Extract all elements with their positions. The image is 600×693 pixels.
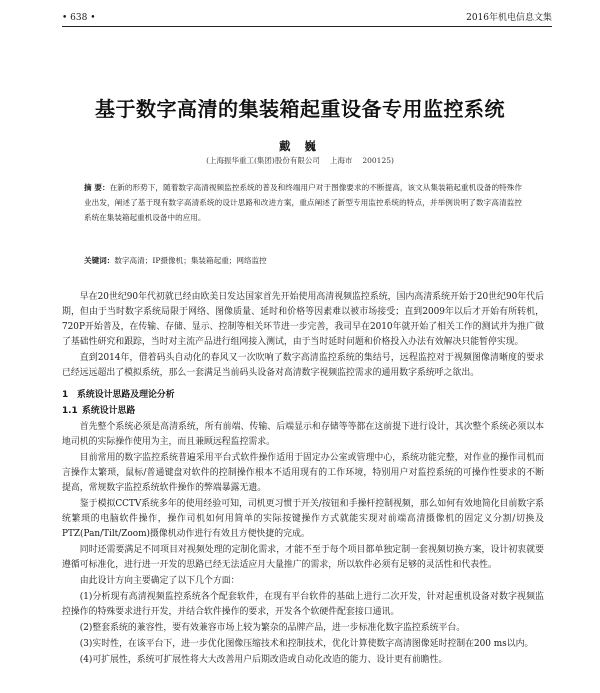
list-item: (1)分析现有高清视频监控系统各个配套软件，在现有平台软件的基础上进行二次开发，针对起重机设备对数字视频监控操作的特殊要求进行开发，并结合软件操作的要求，开发各个软硬件配套接口通讯。 [62, 592, 544, 617]
body-text [62, 290, 544, 668]
intro-paragraph: 早在20世纪90年代初就已经由欧美日发达国家首先开始使用高清视频监控系统，国内高清系统开始于20世纪90年代后期，但由于当时数字系统局限于网络、图像质量、延时和价格等因素难以被市场接受；直到2009年以后才开始有所转机，720P开始普及，在传输、存储、显示、控制等相关环节进一步完善，我司早在2010年就开始了相关工作的测试并为推广做了基础性研究和跟踪，当时对主流产品进行组网接入测试，由于当时延时问题和价格投入办法有效解决只能暂停实现。 [62, 292, 544, 347]
section-paragraph: 首先整个系统必须是高清系统，所有前端、传输、后端显示和存储等等都在这前提下进行设计，其次整个系统必须以本地司机的实际操作使用为主，而且兼顾远程监控需求。 [62, 422, 544, 447]
paper-title: 基于数字高清的集装箱起重设备专用监控系统 [95, 97, 505, 121]
list-item: (2)整套系统的兼容性，要有效兼容市场上较为繁杂的品牌产品，进一步标准化数字监控系统平台。 [79, 623, 466, 633]
subsection-number: 1.1 [62, 406, 78, 416]
abstract [84, 180, 522, 225]
affiliation-city: 上海市 [329, 156, 353, 165]
keywords-text: 数字高清；IP摄像机；集装箱起重；网络监控 [114, 256, 267, 265]
affiliation-org: (上海振华重工(集团)股份有限公司 [206, 156, 320, 165]
author-affiliation [0, 155, 600, 166]
keywords [84, 254, 522, 268]
subsection-title: 系统设计思路 [82, 406, 136, 416]
intro-paragraph: 直到2014年，借着码头自动化的春风又一次吹响了数字高清监控系统的集结号，远程监控对于视频图像清晰度的要求已经远远超出了模拟系统，那么一套满足当前码头设备对高清数字视频监控需求的通用数字系统呼之欲出。 [62, 353, 544, 378]
section-paragraph: 鉴于模拟CCTV系统多年的使用经验可知，司机更习惯于开关/按钮和手操杆控制视频，那么如何有效地简化目前数字系统繁琐的电脑软件操作，操作司机如何用简单的实际按键操作方式就能实现对前端高清摄像机的固定义分割/切换及PTZ(Pan/Tilt/Zoom)摄像机动作进行有效且方便快捷的完成。 [62, 499, 544, 539]
abstract-label: 摘 要： [84, 183, 110, 192]
keywords-label: 关键词： [84, 256, 115, 265]
section-paragraph: 目前常用的数字监控系统普遍采用平台式软件操作适用于固定办公室或管理中心，系统功能完整，对作业的操作司机而言操作太繁琐，鼠标/普通键盘对软件的控制操作根本不适用现有的工作环境，特别用户对监控系统的可操作性要求的不断提高，常规数字监控系统软件操作的弊端暴露无遗。 [62, 453, 544, 493]
section-paragraph: 同时还需要满足不同项目对视频处理的定制化需求，才能不至于每个项目都单独定制一套视频切换方案，设计初衷就要遵循可标准化，进行进一开发的思路已经无法适应月大量推广的需求，所以软件必须有足够的灵活性和代表性。 [62, 545, 544, 570]
list-item: (3)实时性，在该平台下，进一步优化图像压缩技术和控制技术，优化计算使数字高清图像延时控制在200 ms以内。 [79, 639, 534, 649]
affiliation-zip: 200125) [362, 156, 394, 165]
section-paragraph: 由此设计方向主要确定了以下几个方面： [79, 576, 240, 586]
abstract-text: 在新的形势下，随着数字高清视频监控系统的普及和终端用户对于图像要求的不断提高，该文从集装箱起重机设备的特殊作业出发，阐述了基于现有数字高清系统的设计思路和改进方案，重点阐述了新型专用监控系统的特点，并举例说明了数字高清监控系统在集装箱起重机设备中的应用。 [84, 183, 522, 222]
running-header [62, 12, 552, 27]
list-item: (4)可扩展性，系统可扩展性将大大改善用户后期改造或自动化改造的能力、设计更有前瞻性。 [79, 655, 448, 665]
journal-name: 2016年机电信息文集 [466, 13, 552, 23]
subsection-heading [62, 404, 544, 419]
author-name: 戴 巍 [278, 139, 321, 153]
section-heading: 1 系统设计思路及理论分析 [62, 390, 175, 400]
page-number: • 638 • [62, 13, 96, 23]
